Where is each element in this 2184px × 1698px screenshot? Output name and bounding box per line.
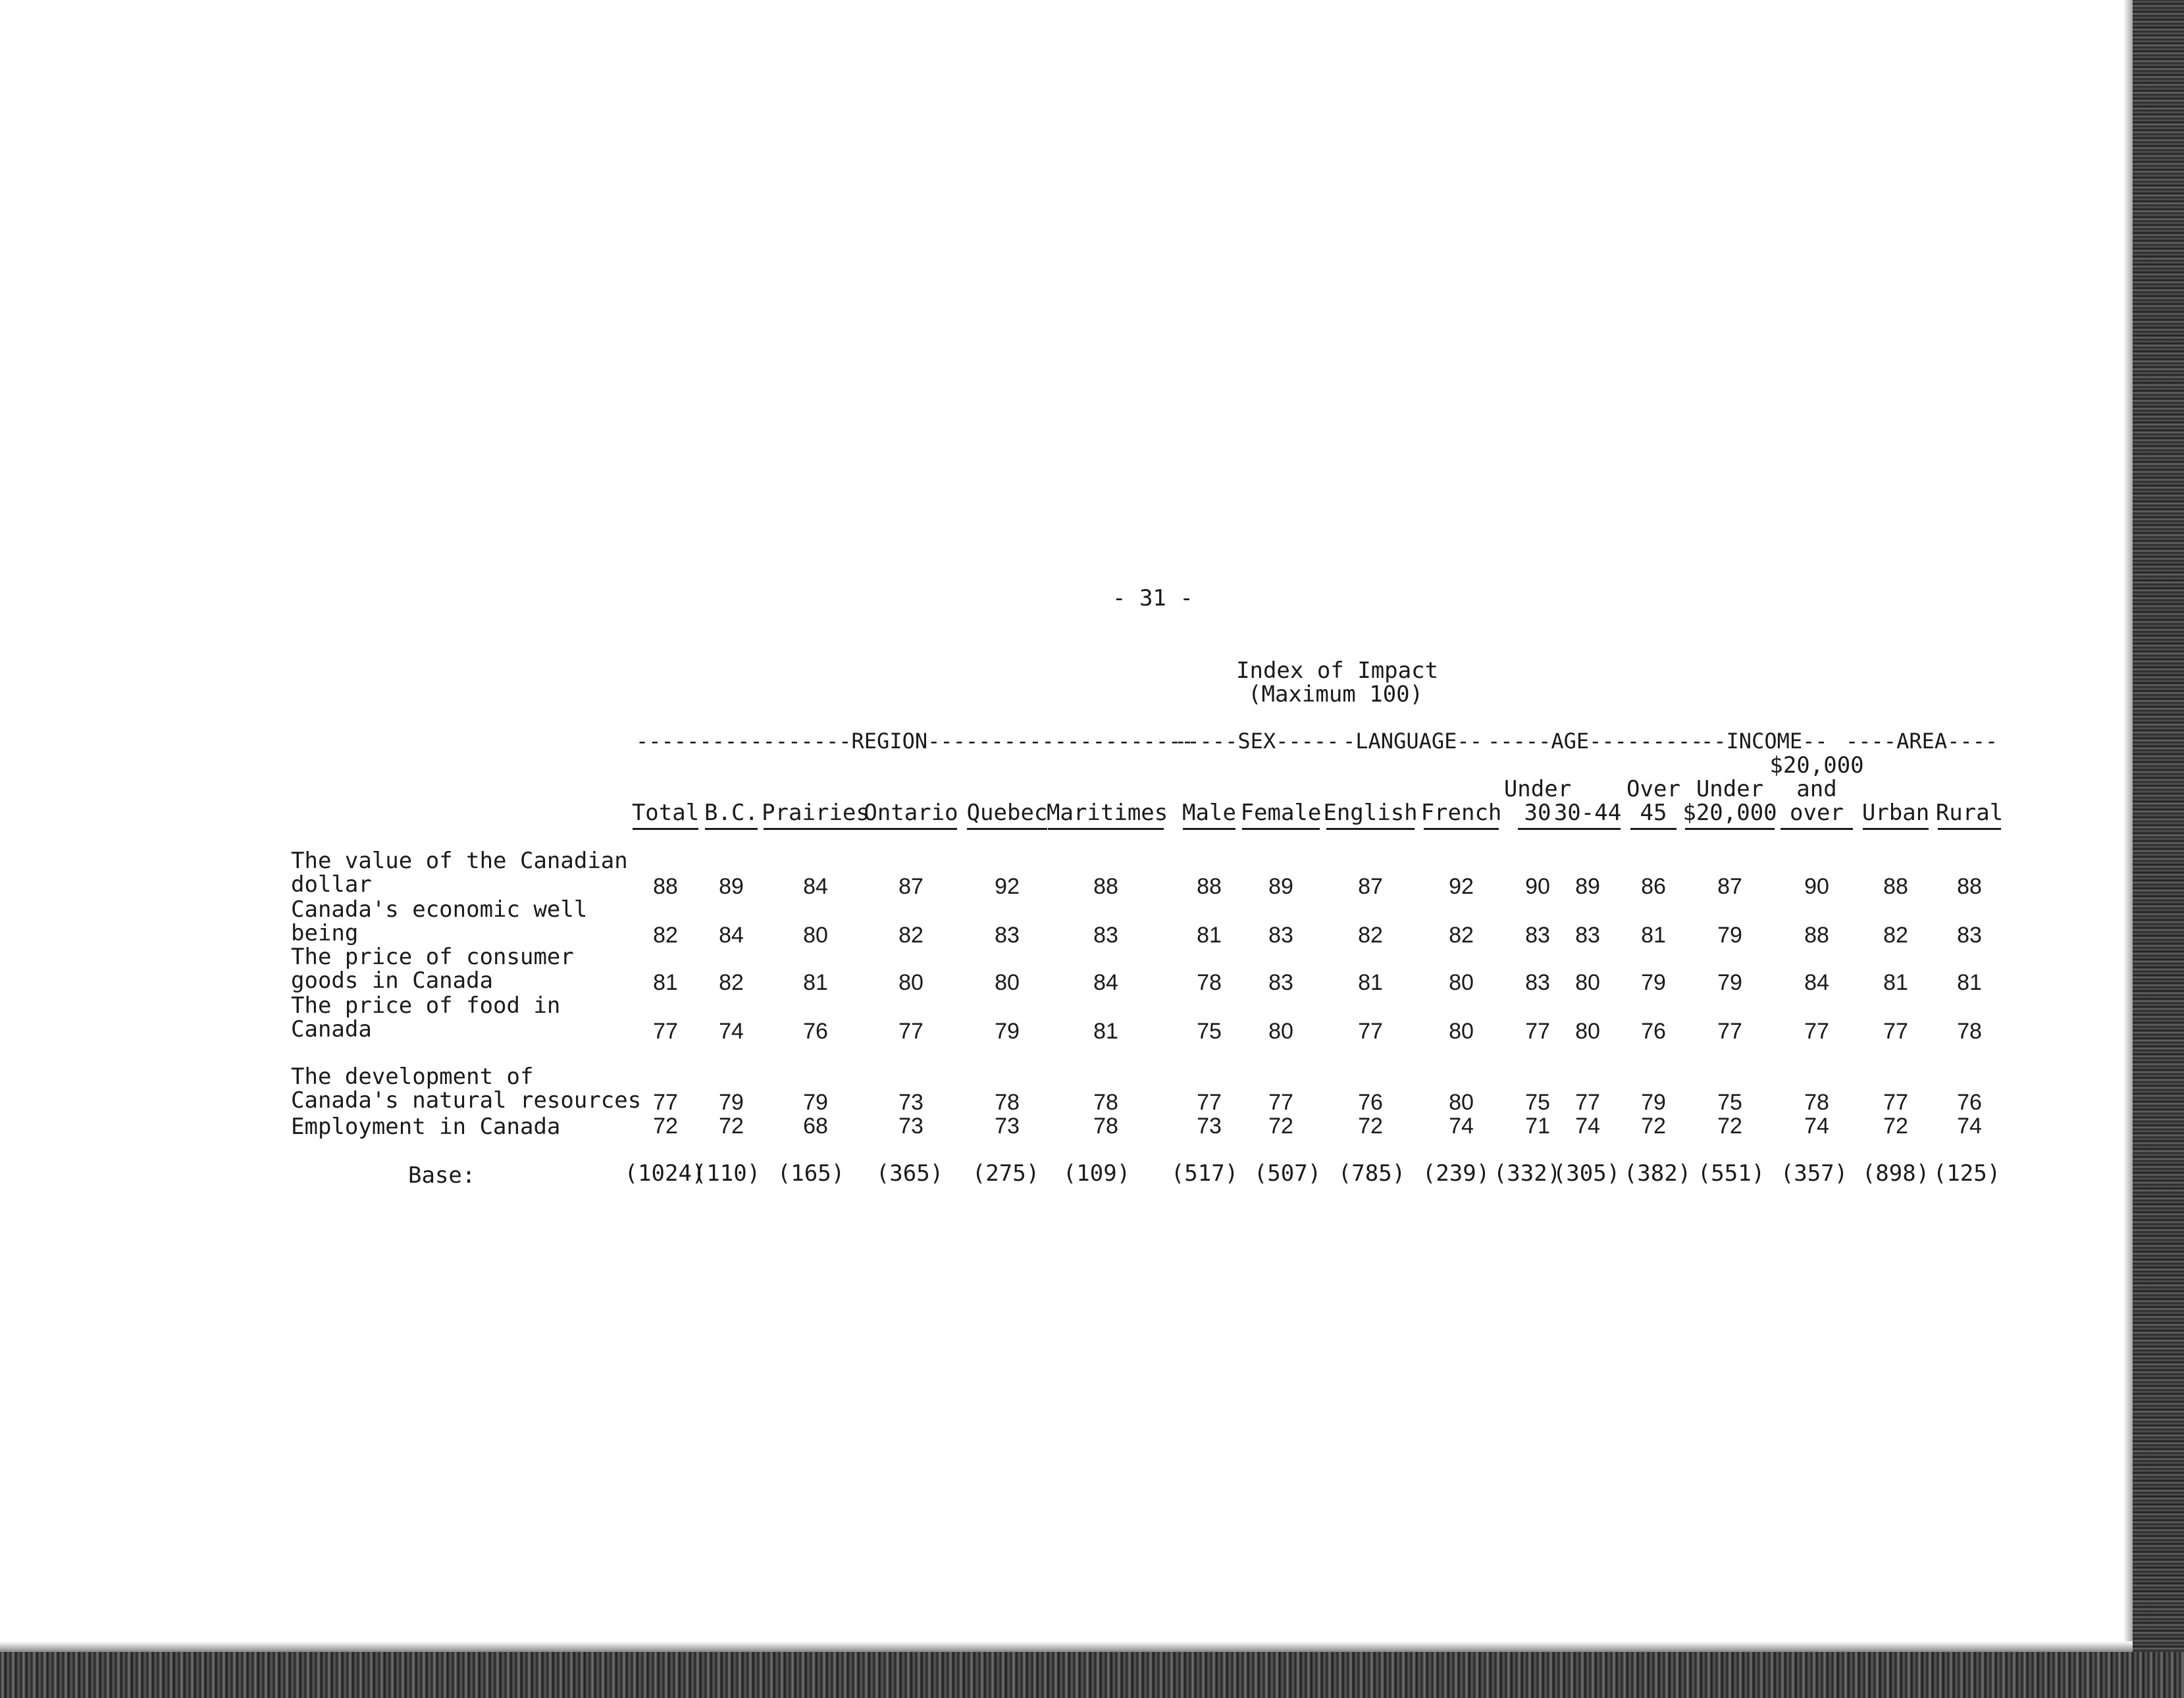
row-label-line: The price of food in [291,992,561,1019]
base-cell: (365) [875,1160,944,1187]
table-cell: 76 [1641,1019,1666,1044]
table-cell: 77 [898,1019,923,1044]
table-cell: 80 [1575,1019,1600,1044]
table-cell: 82 [653,923,678,948]
table-cell: 78 [995,1090,1020,1115]
column-underline [967,828,1047,830]
table-cell: 92 [995,874,1020,899]
table-cell: 88 [1093,874,1118,899]
column-underline [1242,828,1320,830]
table-cell: 84 [1093,970,1118,995]
row-label-line: Canada's economic well [291,896,588,923]
table-cell: 73 [1197,1114,1222,1139]
column-underline [1630,828,1677,830]
column-header-line: English [1323,800,1418,826]
base-cell: (125) [1933,1160,2001,1187]
column-underline [1863,828,1929,830]
row-label [291,898,587,945]
table-cell: 81 [1883,970,1908,995]
table-cell: 79 [1717,923,1742,948]
table-cell: 76 [1957,1090,1982,1115]
row-label-line: goods in Canada [291,967,494,994]
table-cell: 84 [803,874,828,899]
table-cell: 76 [1358,1090,1383,1115]
table-cell: 80 [1449,1019,1474,1044]
column-underline [1555,828,1621,830]
base-cell: (239) [1422,1160,1490,1187]
table-cell: 80 [1449,1090,1474,1115]
group-sex: -----SEX----- [1174,729,1339,754]
column-header-line: Prairies [762,800,870,826]
table-cell: 87 [1358,874,1383,899]
row-label [291,945,574,992]
table-cell: 81 [1641,923,1666,948]
table-cell: 73 [995,1114,1020,1139]
column-underline [1518,828,1557,830]
table-cell: 74 [1575,1114,1600,1139]
table-cell: 79 [1641,1090,1666,1115]
table-cell: 80 [1449,970,1474,995]
table-cell: 78 [1957,1019,1982,1044]
column-underline [1326,828,1415,830]
row-label-line: The value of the Canadian [291,848,628,874]
table-cell: 78 [1093,1114,1118,1139]
table-cell: 77 [1525,1019,1550,1044]
table-cell: 80 [898,970,923,995]
table-cell: 72 [1883,1114,1908,1139]
table-cell: 68 [803,1114,828,1139]
table-cell: 72 [1717,1114,1742,1139]
column-header-line: Under [1696,776,1764,802]
table-cell: 71 [1525,1114,1550,1139]
table-cell: 79 [1717,970,1742,995]
table-cell: 80 [995,970,1020,995]
column-underline [1183,828,1235,830]
row-label-line: The price of consumer [291,944,574,970]
table-cell: 88 [653,874,678,899]
table-cell: 72 [719,1114,744,1139]
table-cell: 88 [1957,874,1982,899]
table-cell: 83 [1575,923,1600,948]
table-cell: 82 [1883,923,1908,948]
table-cell: 82 [1449,923,1474,948]
base-cell: (898) [1861,1160,1930,1187]
row-label [291,1065,641,1112]
column-header-line: Over [1626,776,1680,802]
table-cell: 77 [1804,1019,1829,1044]
group-age: -----AGE--------- [1488,729,1703,754]
column-underline [1781,828,1853,830]
table-title: Index of Impact [1236,657,1439,684]
column-underline [865,828,957,830]
row-label-line: Canada [291,1016,372,1042]
column-header-line: Rural [1935,800,2004,826]
column-header-line: Quebec [966,800,1048,826]
table-cell: 84 [1804,970,1829,995]
column-header-line: and [1796,776,1837,802]
table-cell: 75 [1525,1090,1550,1115]
row-label-line: The development of [291,1064,534,1090]
column-header-line: Male [1182,800,1236,826]
column-header-line: Urban [1861,800,1930,826]
table-cell: 74 [1449,1114,1474,1139]
table-cell: 79 [995,1019,1020,1044]
base-cell: (110) [692,1160,761,1187]
column-underline [1938,828,2001,830]
column-underline [1685,828,1775,830]
column-header-line: 45 [1640,800,1667,826]
group-language: -LANGUAGE-- [1343,729,1482,754]
base-cell: (357) [1780,1160,1848,1187]
table-cell: 79 [803,1090,828,1115]
column-header-line: 30 [1524,800,1551,826]
table-cell: 79 [1641,970,1666,995]
table-cell: 77 [1717,1019,1742,1044]
table-cell: 79 [719,1090,744,1115]
table-cell: 88 [1883,874,1908,899]
column-header-line: over [1790,800,1844,826]
group-income: --INCOME-- [1701,729,1828,754]
table-cell: 77 [653,1090,678,1115]
scan-edge-right [2133,0,2184,1698]
table-cell: 74 [1804,1114,1829,1139]
base-cell: (382) [1623,1160,1692,1187]
table-cell: 80 [1268,1019,1293,1044]
base-cell: (275) [972,1160,1040,1187]
table-cell: 81 [1197,923,1222,948]
base-cell: (1024) [624,1160,706,1187]
base-cell: (332) [1493,1160,1561,1187]
row-label [291,994,560,1041]
table-cell: 81 [1957,970,1982,995]
table-cell: 72 [653,1114,678,1139]
table-cell: 72 [1641,1114,1666,1139]
table-cell: 86 [1641,874,1666,899]
table-cell: 82 [719,970,744,995]
table-cell: 83 [1957,923,1982,948]
scan-edge-shade-bottom [0,1641,2133,1652]
table-cell: 72 [1358,1114,1383,1139]
base-cell: (507) [1253,1160,1322,1187]
column-underline [764,828,868,830]
column-header-line: Maritimes [1047,800,1168,826]
table-cell: 83 [1525,970,1550,995]
table-cell: 88 [1804,923,1829,948]
base-cell: (517) [1170,1160,1239,1187]
row-label-line: Employment in Canada [291,1114,561,1140]
table-cell: 84 [719,923,744,948]
table-cell: 73 [898,1090,923,1115]
table-cell: 87 [898,874,923,899]
base-cell: (109) [1062,1160,1131,1187]
table-cell: 81 [653,970,678,995]
table-cell: 83 [1268,923,1293,948]
table-cell: 77 [1883,1019,1908,1044]
table-cell: 81 [1093,1019,1118,1044]
table-cell: 77 [1883,1090,1908,1115]
table-cell: 81 [1358,970,1383,995]
table-cell: 89 [719,874,744,899]
row-label-line: being [291,920,359,946]
table-cell: 75 [1197,1019,1222,1044]
table-cell: 82 [1358,923,1383,948]
group-region: -----------------REGION--------------------- [636,729,1194,754]
group-area: ----AREA---- [1846,729,1998,754]
table-cell: 88 [1197,874,1222,899]
column-header-line: Total [631,800,700,826]
base-cell: (165) [777,1160,845,1187]
table-cell: 77 [1268,1090,1293,1115]
column-header-line: 30-44 [1553,800,1622,826]
table-cell: 77 [653,1019,678,1044]
column-header-line: Ontario [864,800,958,826]
table-cell: 89 [1575,874,1600,899]
column-header-line: $20,000 [1682,800,1777,826]
table-cell: 90 [1525,874,1550,899]
table-cell: 78 [1197,970,1222,995]
row-label [291,1115,560,1139]
row-label [291,849,628,896]
table-cell: 78 [1804,1090,1829,1115]
table-cell: 77 [1197,1090,1222,1115]
row-label-line: Canada's natural resources [291,1087,642,1114]
table-cell: 78 [1093,1090,1118,1115]
column-header-line: B.C. [704,800,758,826]
row-label-line: dollar [291,871,372,898]
table-cell: 80 [1575,970,1600,995]
table-cell: 83 [1525,923,1550,948]
column-underline [705,828,758,830]
base-label: Base: [408,1162,476,1189]
table-cell: 83 [1268,970,1293,995]
table-cell: 80 [803,923,828,948]
column-header-line: Female [1240,800,1322,826]
table-cell: 72 [1268,1114,1293,1139]
column-header-line: Under [1503,776,1572,802]
table-cell: 89 [1268,874,1293,899]
scan-edge-bottom [0,1652,2184,1698]
column-underline [1424,828,1499,830]
table-cell: 74 [719,1019,744,1044]
table-cell: 81 [803,970,828,995]
base-cell: (785) [1338,1160,1406,1187]
table-cell: 74 [1957,1114,1982,1139]
table-cell: 73 [898,1114,923,1139]
table-cell: 83 [995,923,1020,948]
table-subtitle: (Maximum 100) [1248,681,1424,708]
column-underline [1048,828,1164,830]
table-cell: 87 [1717,874,1742,899]
table-cell: 83 [1093,923,1118,948]
table-cell: 76 [803,1019,828,1044]
column-header-line: $20,000 [1769,752,1864,779]
column-underline [633,828,698,830]
page-number: - 31 - [1112,585,1193,611]
table-cell: 75 [1717,1090,1742,1115]
base-cell: (551) [1697,1160,1765,1187]
table-cell: 82 [898,923,923,948]
column-header-line: French [1420,800,1502,826]
table-cell: 90 [1804,874,1829,899]
table-cell: 92 [1449,874,1474,899]
table-cell: 77 [1358,1019,1383,1044]
table-cell: 77 [1575,1090,1600,1115]
base-cell: (305) [1552,1160,1621,1187]
